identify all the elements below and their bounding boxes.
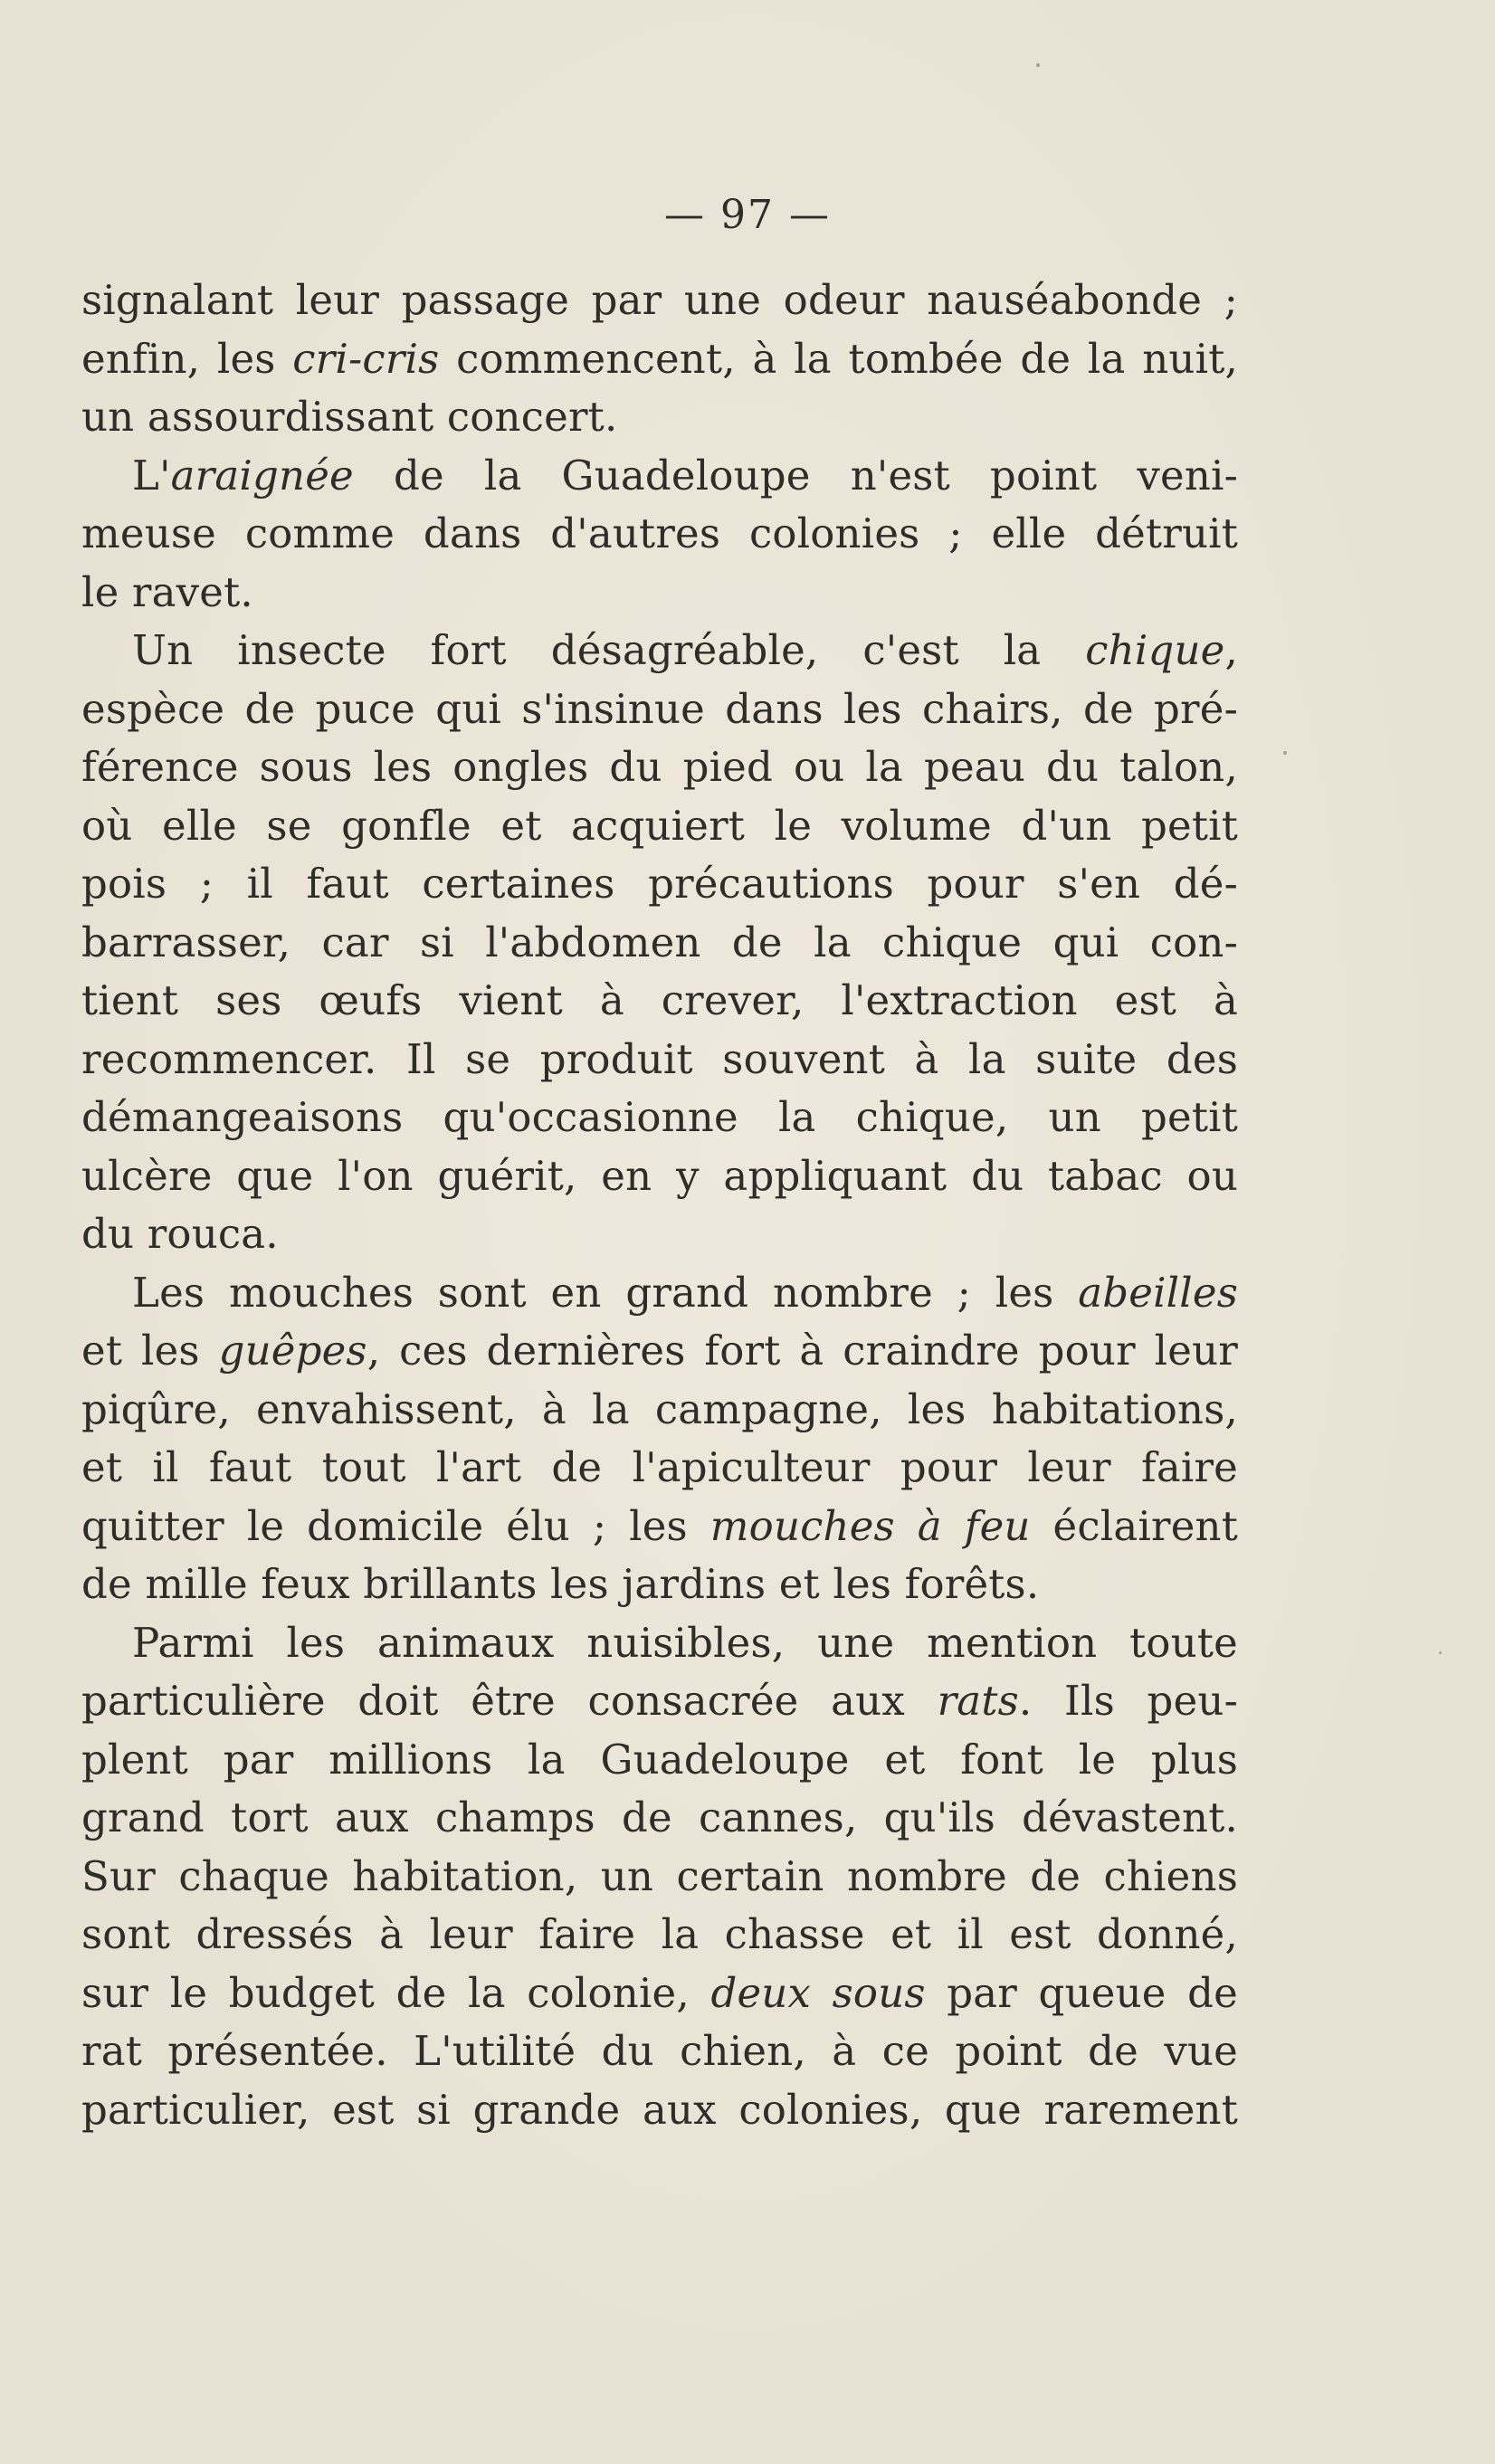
text-line: meuse comme dans d'autres colonies ; elle détruit bbox=[81, 509, 1238, 557]
text-line: signalant leur passage par une odeur nauséabonde ; bbox=[81, 276, 1238, 324]
text-line: tient ses œufs vient à crever, l'extraction est à bbox=[81, 976, 1238, 1024]
text-line: démangeaisons qu'occasionne la chique, un petit bbox=[81, 1093, 1238, 1141]
text-line: Les mouches sont en grand nombre ; les abeilles bbox=[132, 1268, 1238, 1317]
text-line: ulcère que l'on guérit, en y appliquant du tabac ou bbox=[81, 1151, 1238, 1200]
text-line: Sur chaque habitation, un certain nombre de chiens bbox=[81, 1851, 1238, 1900]
text-line: espèce de puce qui s'insinue dans les chairs, de pré- bbox=[81, 684, 1238, 733]
page-number: — 97 — bbox=[664, 192, 831, 238]
text-line: particulière doit être consacrée aux rats. Ils peu- bbox=[81, 1677, 1238, 1725]
text-line: Parmi les animaux nuisibles, une mention toute bbox=[132, 1618, 1238, 1667]
text-line: Un insecte fort désagréable, c'est la chique, bbox=[132, 626, 1238, 674]
text-line: férence sous les ongles du pied ou la peau du talon, bbox=[81, 743, 1238, 791]
text-line: sur le budget de la colonie, deux sous par queue de bbox=[81, 1968, 1238, 2017]
text-line: et il faut tout l'art de l'apiculteur pour leur faire bbox=[81, 1443, 1238, 1491]
text-line: grand tort aux champs de cannes, qu'ils dévastent. bbox=[81, 1793, 1238, 1841]
paper-speck bbox=[1439, 1651, 1442, 1654]
paper-speck bbox=[1036, 63, 1040, 67]
text-line: un assourdissant concert. bbox=[81, 393, 618, 441]
text-line: et les guêpes, ces dernières fort à craindre pour leur bbox=[81, 1327, 1238, 1375]
text-line: enfin, les cri-cris commencent, à la tombée de la nuit, bbox=[81, 334, 1238, 383]
text-line: rat présentée. L'utilité du chien, à ce point de vue bbox=[81, 2027, 1238, 2075]
paper-speck bbox=[1283, 751, 1287, 755]
text-line: plent par millions la Guadeloupe et font le plus bbox=[81, 1735, 1238, 1784]
text-line: pois ; il faut certaines précautions pour s'en dé- bbox=[81, 860, 1238, 908]
text-line: le ravet. bbox=[81, 567, 253, 616]
text-line: du rouca. bbox=[81, 1210, 279, 1258]
text-line: L'araignée de la Guadeloupe n'est point veni- bbox=[132, 451, 1238, 499]
text-line: de mille feux brillants les jardins et les forêts. bbox=[81, 1560, 1040, 1608]
text-line: barrasser, car si l'abdomen de la chique qui con- bbox=[81, 918, 1238, 966]
text-line: sont dressés à leur faire la chasse et il est donné, bbox=[81, 1910, 1238, 1958]
text-line: recommencer. Il se produit souvent à la suite des bbox=[81, 1034, 1238, 1083]
text-line: où elle se gonfle et acquiert le volume d'un petit bbox=[81, 801, 1238, 850]
text-line: piqûre, envahissent, à la campagne, les habitations, bbox=[81, 1384, 1238, 1433]
body-text bbox=[81, 271, 1238, 2139]
text-line: particulier, est si grande aux colonies, que rarement bbox=[81, 2085, 1238, 2134]
text-line: quitter le domicile élu ; les mouches à feu éclairent bbox=[81, 1501, 1238, 1550]
